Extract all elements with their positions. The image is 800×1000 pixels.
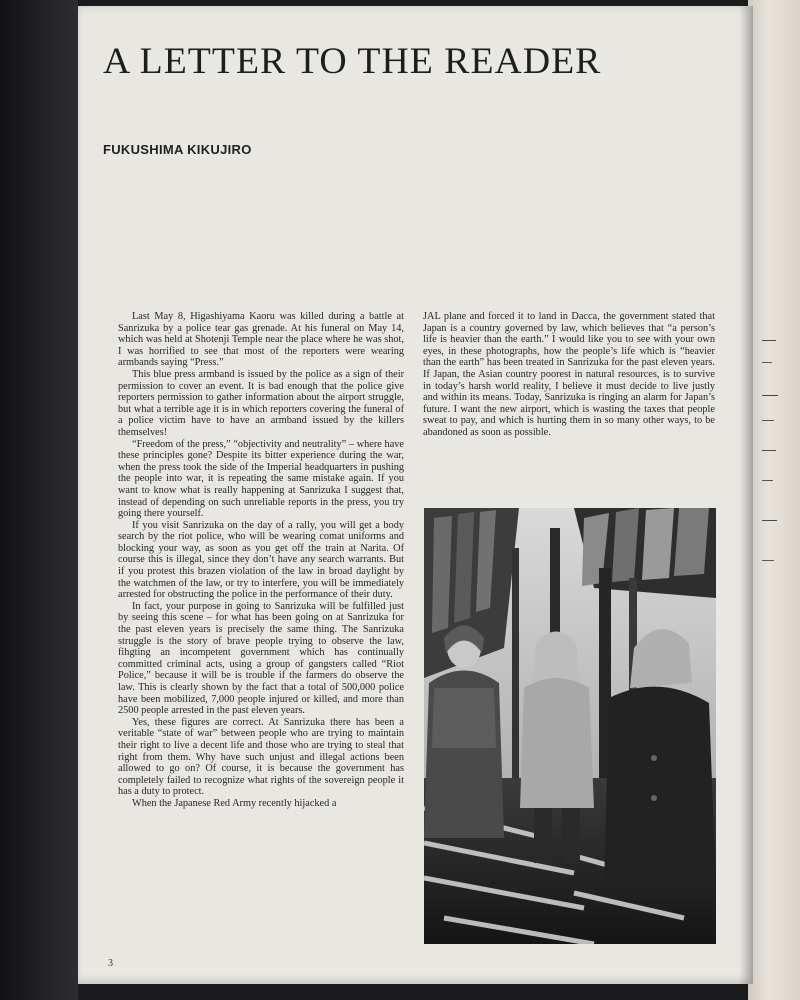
photograph-women-at-sanrizuka bbox=[424, 508, 716, 944]
page-number: 3 bbox=[108, 958, 113, 969]
paragraph: This blue press armband is issued by the police as a sign of their permission to cover an event. It is bad enough that the police give reporters permission to gather information about the airport struggle, but what a terrible age it is in which reporters covering the funeral of a police victim have to have an armband issued by the killers themselves! bbox=[118, 368, 404, 438]
paragraph: Yes, these figures are correct. At Sanrizuka there has been a veritable “state of war” between people who are trying to maintain their right to live a decent life and those who are trying to steal that right from them. Why have such unjust and illegal actions been allowed to go on? Of course, it is because the government has completely failed to recognize what rights of the sovereign people it has a duty to protect. bbox=[118, 716, 404, 798]
handwriting-mark bbox=[762, 560, 774, 561]
handwriting-mark bbox=[762, 450, 776, 451]
paragraph: In fact, your purpose in going to Sanrizuka will be fulfilled just by seeing this scene – for what has been going on at Sanrizuka for the past eleven years is precisely the same thing. The Sanrizuka struggle is the story of brave people trying to observe the law, fihgting an incompetent government which has continually committed criminal acts, using a group of gangsters called “Riot Police,” because it will be is trouble if the farmers do observe the law. This is clearly shown by the fact that a total of 500,000 police have been mobilized, 7,000 people injured or killed, and more than 2500 people arrested in the past eleven years. bbox=[118, 600, 404, 717]
paragraph: JAL plane and forced it to land in Dacca, the government stated that Japan is a country governed by law, which believes that “a person’s life is heavier than the earth.” I would like you to see with your own eyes, in these photographs, how the people’s life which is “heavier than the earth” has been treated in Sanrizuka for the past eleven years. If Japan, the Asian country poorest in natural resources, is to survive in today’s harsh world reality, I believe it must decide to live justly and within its means. Today, Sanrizuka is ringing an alarm for Japan’s future. I want the new airport, which is wasting the taxes that people sweat to pay, and which is hurting them in so many other ways, to be abandoned as soon as possible. bbox=[423, 311, 715, 438]
magazine-page bbox=[78, 6, 753, 984]
handwriting-mark bbox=[762, 362, 772, 363]
handwriting-mark bbox=[762, 520, 777, 521]
paragraph: If you visit Sanrizuka on the day of a rally, you will get a body search by the riot police, who will be wearing comat uniforms and blocking your way, as soon as you get off the train at Narita. Of course this is illegal, since they don’t have any search warrants. But if you protest this brazen violation of the law in broad daylight by the watchmen of the law, or try to interfere, you will be immediately arrested for obstructing the police in the performance of their duty. bbox=[118, 519, 404, 601]
handwriting-mark bbox=[762, 395, 778, 396]
handwriting-mark bbox=[762, 340, 776, 341]
paragraph: Last May 8, Higashiyama Kaoru was killed during a battle at Sanrizuka by a police tear gas grenade. At his funeral on May 14, which was held at Shotenji Temple near the place where he was shot, I was horrified to see that most of the reporters were wearing armbands saying “Press.” bbox=[118, 311, 404, 369]
paragraph: When the Japanese Red Army recently hijacked a bbox=[132, 797, 337, 809]
facing-page-edge bbox=[748, 0, 800, 1000]
page-gutter-shadow bbox=[739, 6, 753, 984]
photo-illustration bbox=[424, 508, 716, 944]
handwriting-mark bbox=[762, 480, 773, 481]
author-name: FUKUSHIMA KIKUJIRO bbox=[103, 142, 252, 157]
text-column-left bbox=[118, 311, 404, 810]
page-title: A LETTER TO THE READER bbox=[103, 41, 602, 82]
handwriting-mark bbox=[762, 420, 774, 421]
text-column-right bbox=[423, 311, 715, 439]
paragraph: “Freedom of the press,” “objectivity and neutrality” – where have these principles gone? Despite its bitter experience during the war, when the press took the side of the Imperial headquarters in pushing the people into war, it is repeating the same mistake again. If you want to know what is really happening at Sanrizuka I suggest that, instead of depending on such unreliable reports in the press, you try going there yourself. bbox=[118, 438, 404, 520]
background-left bbox=[0, 0, 78, 1000]
